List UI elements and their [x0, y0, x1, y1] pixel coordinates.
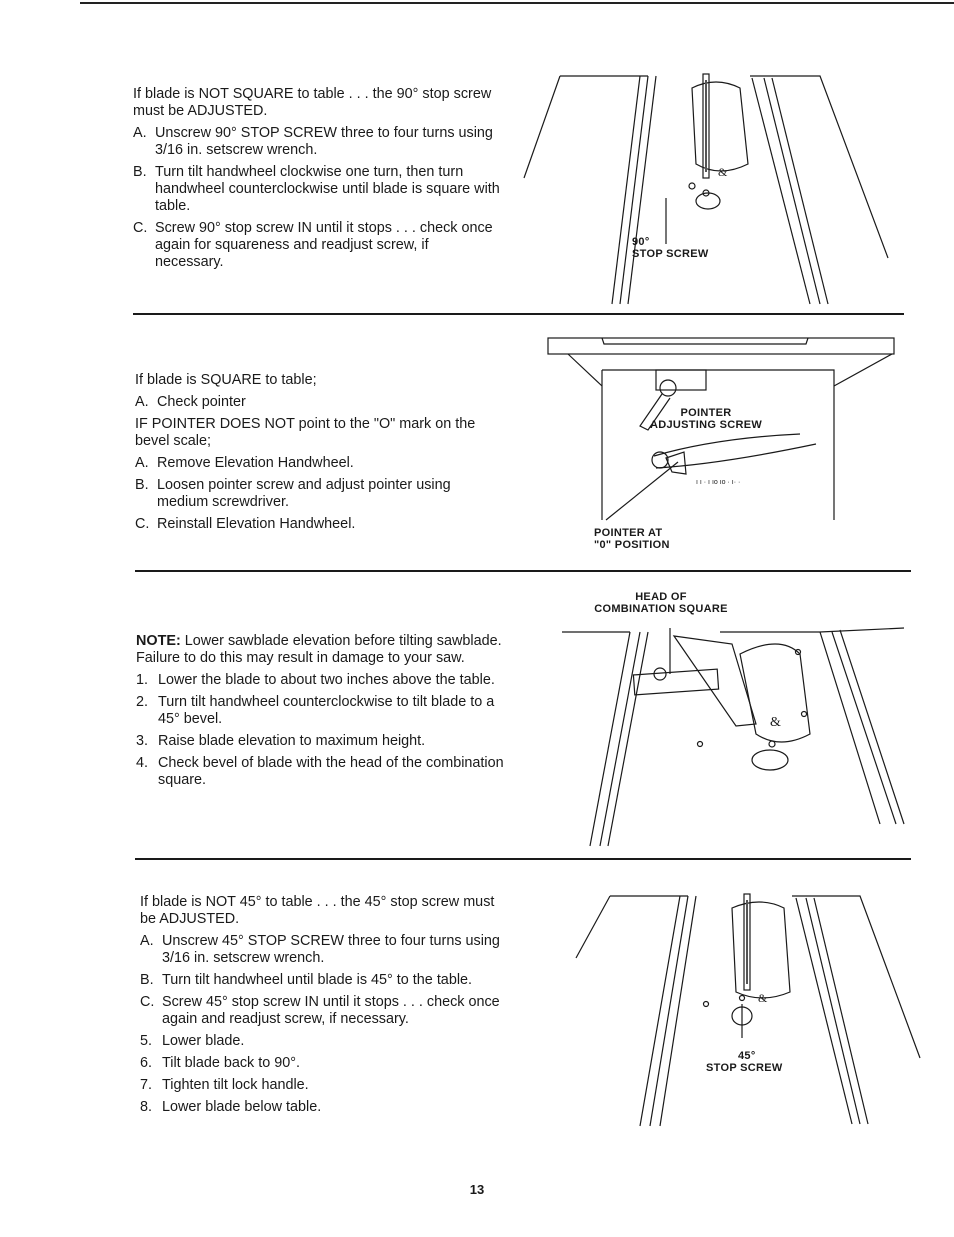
section-3-step-4: 4. Check bevel of blade with the head of the combination square. [136, 755, 504, 788]
figure-pointer-adjust [546, 334, 898, 534]
svg-text:&: & [758, 991, 768, 1005]
page-number: 13 [469, 1182, 485, 1197]
section-4-step-8: 8. Lower blade below table. [140, 1099, 322, 1115]
section-divider [135, 570, 911, 572]
section-4-intro: If blade is NOT 45° to table . . . the 45° stop screw must be ADJUSTED. [140, 894, 495, 927]
figure-90-stop-screw-label: 90° STOP SCREW [632, 236, 709, 260]
section-3-note: NOTE: Lower sawblade elevation before tilting sawblade. Failure to do this may result in damage to your saw. [136, 633, 502, 666]
section-4-step-c: C. Screw 45° stop screw IN until it stops . . . check once again and readjust screw, if necessary. [140, 994, 500, 1027]
section-1-step-b: B. Turn tilt handwheel clockwise one turn, then turn handwheel counterclockwise until blade is square with table. [133, 164, 500, 214]
section-1-step-c: C. Screw 90° stop screw IN until it stops . . . check once again for squareness and readjust screw, if necessary. [133, 220, 493, 270]
svg-text:ı ı · ı ıo ıo · ı· ·: ı ı · ı ıo ıo · ı· · [696, 479, 741, 486]
section-3-step-1: 1. Lower the blade to about two inches above the table. [136, 672, 495, 688]
section-2-step-a: A. Remove Elevation Handwheel. [135, 455, 354, 471]
top-rule [80, 2, 954, 4]
figure-combination-square [560, 614, 904, 848]
section-4-step-a: A. Unscrew 45° STOP SCREW three to four turns using 3/16 in. setscrew wrench. [140, 933, 500, 966]
section-1-intro: If blade is NOT SQUARE to table . . . the 90° stop screw must be ADJUSTED. [133, 86, 492, 119]
section-1-step-a: A. Unscrew 90° STOP SCREW three to four turns using 3/16 in. setscrew wrench. [133, 125, 493, 158]
figure-45-stop-screw [570, 888, 922, 1128]
section-4-text [140, 894, 506, 1121]
section-3-step-2: 2. Turn tilt handwheel counterclockwise to tilt blade to a 45° bevel. [136, 694, 495, 727]
section-divider [135, 858, 911, 860]
figure-90-stop-screw [520, 68, 900, 308]
section-2-step-b: B. Loosen pointer screw and adjust pointer using medium screwdriver. [135, 477, 451, 510]
section-2-step-c: C. Reinstall Elevation Handwheel. [135, 516, 356, 532]
section-4-step-5: 5. Lower blade. [140, 1033, 245, 1049]
pointer-at-zero-label: POINTER AT "0" POSITION [594, 527, 670, 551]
section-4-step-6: 6. Tilt blade back to 90°. [140, 1055, 301, 1071]
section-1-text [133, 86, 501, 276]
pointer-adjusting-screw-label: POINTER ADJUSTING SCREW [650, 407, 763, 431]
section-2-condition: IF POINTER DOES NOT point to the "O" mark on the bevel scale; [135, 416, 476, 449]
combination-square-label: HEAD OF COMBINATION SQUARE [594, 591, 728, 615]
section-3-step-3: 3. Raise blade elevation to maximum height. [136, 733, 426, 749]
section-3-text [136, 633, 504, 794]
section-2-step-check: A. Check pointer [135, 394, 246, 410]
section-divider [133, 313, 904, 315]
section-4-step-7: 7. Tighten tilt lock handle. [140, 1077, 309, 1093]
svg-text:&: & [770, 715, 781, 730]
section-2-intro: If blade is SQUARE to table; [135, 372, 317, 388]
section-2-text [135, 372, 501, 538]
svg-text:&: & [718, 165, 728, 179]
figure-45-stop-screw-label: 45° STOP SCREW [706, 1050, 783, 1074]
section-4-step-b: B. Turn tilt handwheel until blade is 45° to the table. [140, 972, 473, 988]
